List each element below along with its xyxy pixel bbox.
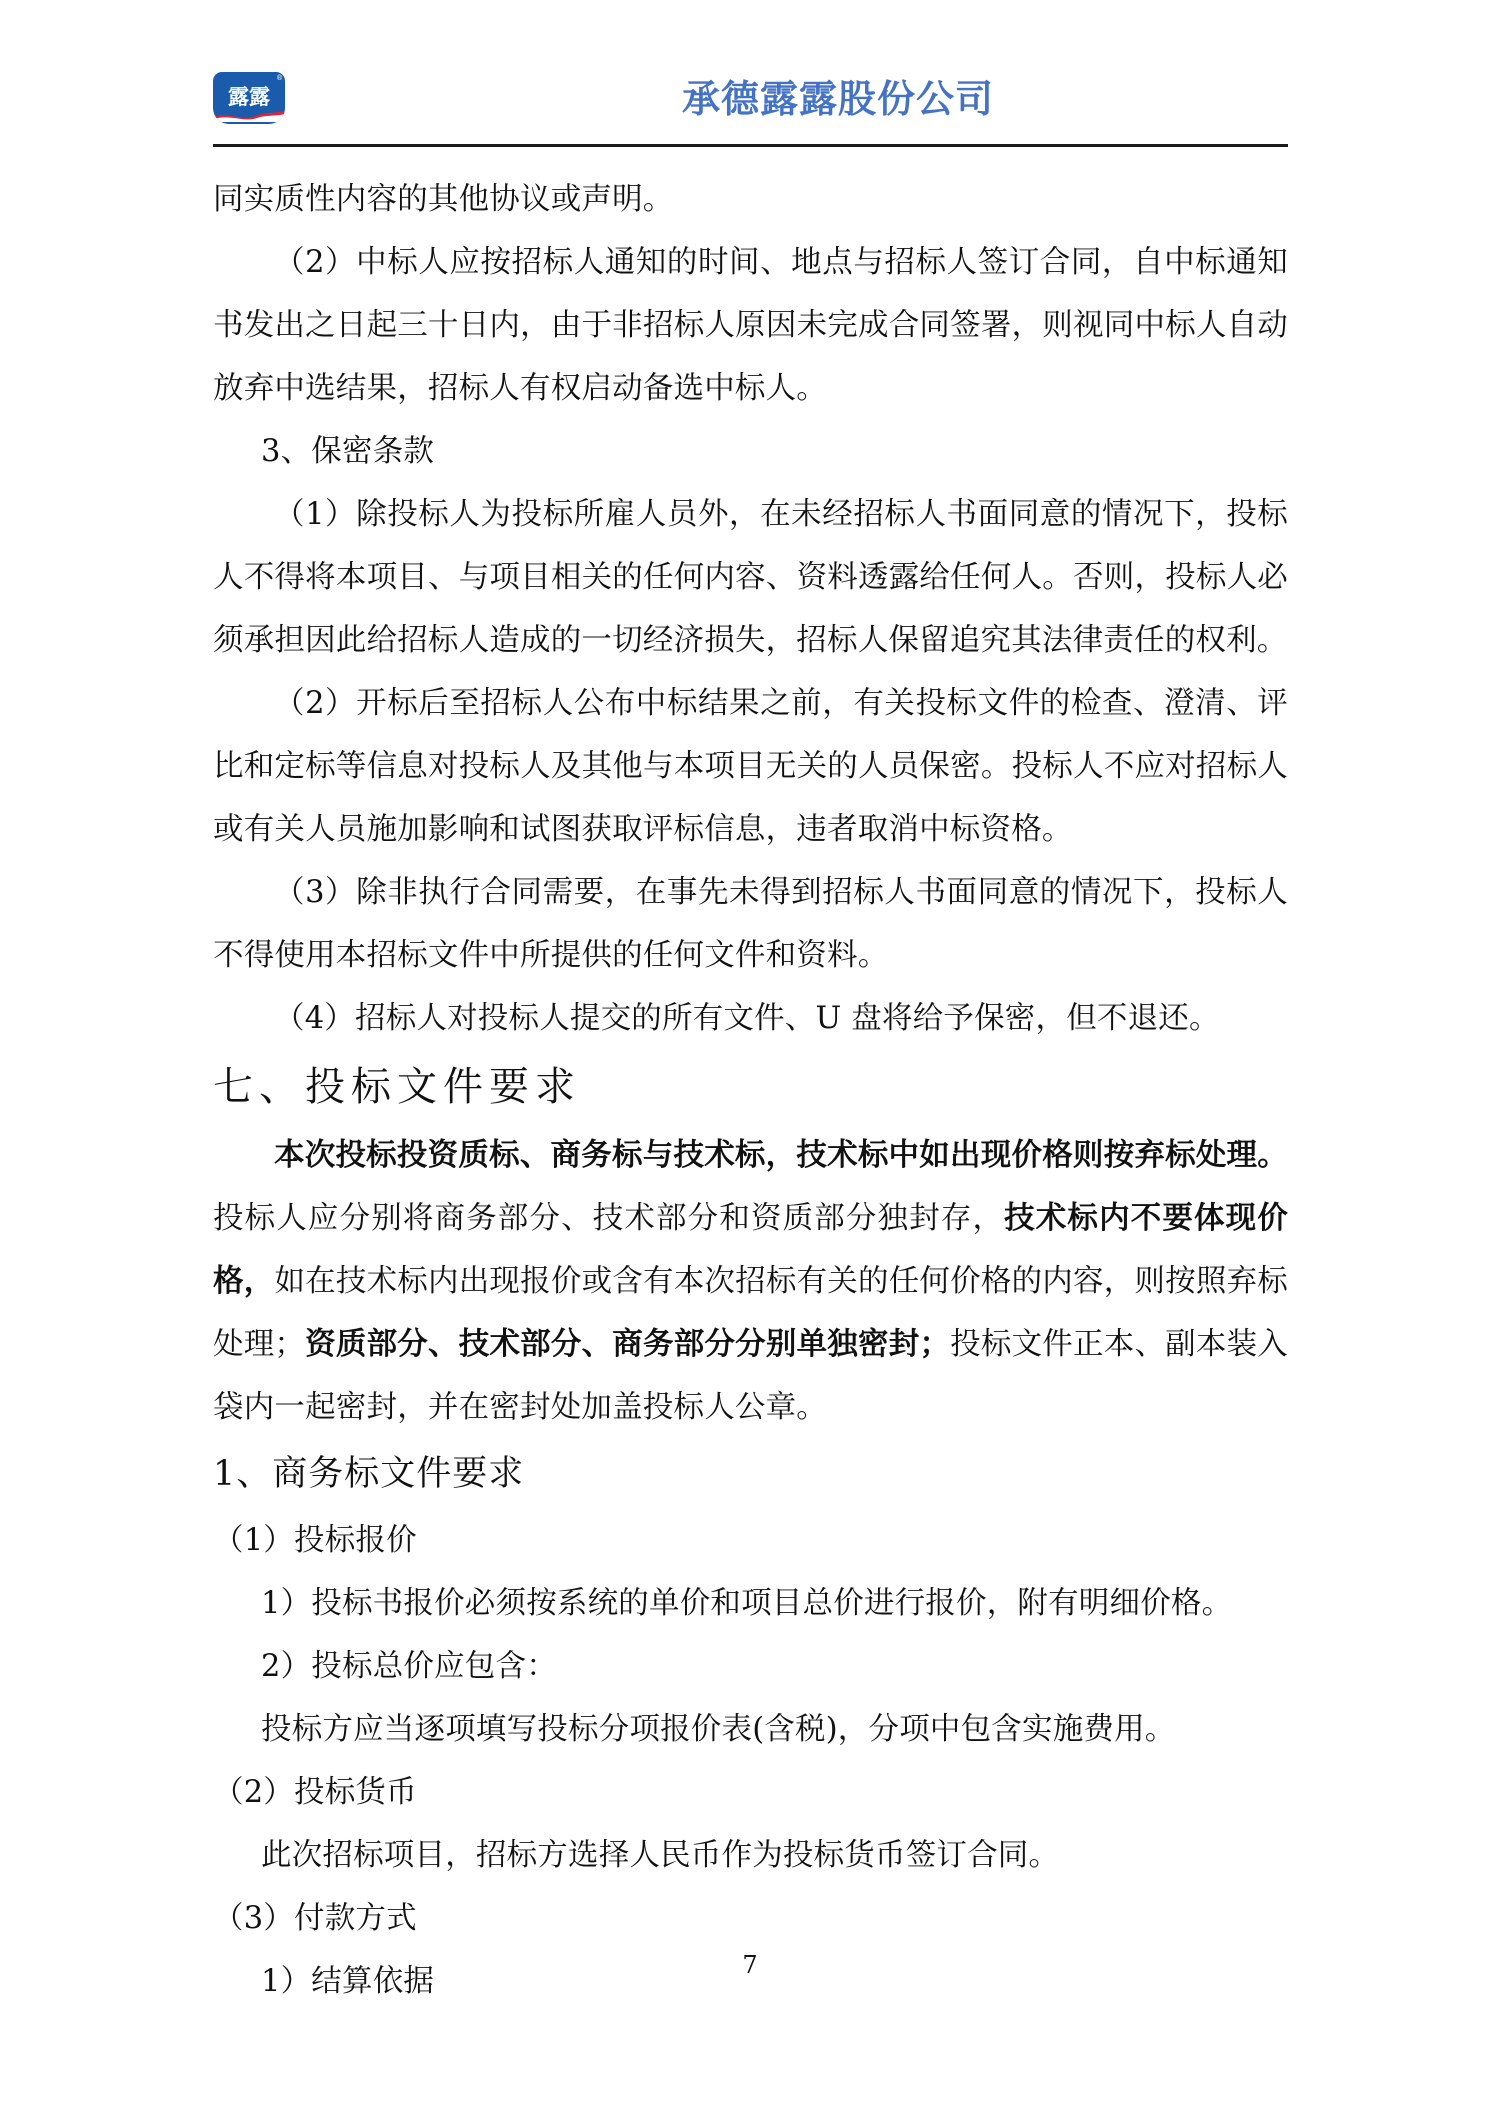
logo-wave-icon <box>213 108 285 122</box>
paragraph-confidentiality-4: （4）招标人对投标人提交的所有文件、U 盘将给予保密，但不退还。 <box>274 1001 1220 1036</box>
document-body <box>213 168 1288 2013</box>
section-title-bid-document-requirements: 七、投标文件要求 <box>213 1064 581 1110</box>
logo-characters: 露露 <box>228 83 270 109</box>
item-bid-price-title: （1）投标报价 <box>213 1523 417 1558</box>
bid-requirements-part1: 投标人应分别将商务部分、技术部分和资质部分独封存， <box>213 1201 1005 1236</box>
paragraph-confidentiality-2: （2）开标后至招标人公布中标结果之前，有关投标文件的检查、澄清、评比和定标等信息对投标人及其他与本项目无关的人员保密。投标人不应对招标人或有关人员施加影响和试图获取评标信息，违者取消中标资格。 <box>213 686 1288 847</box>
subsection-title-commercial-bid: 1、商务标文件要求 <box>213 1454 525 1494</box>
paragraph-continuation: 同实质性内容的其他协议或声明。 <box>213 182 674 217</box>
item-bid-price-sub-1: 1）投标书报价必须按系统的单价和项目总价进行报价，附有明细价格。 <box>261 1586 1233 1621</box>
bid-requirements-part4: 投标文件正本、副本装入袋内一起密封，并在密封处加盖投标人公章。 <box>213 1327 1288 1425</box>
bid-requirements-part3-bold: 资质部分、技术部分、商务部分分别单独密封； <box>305 1326 951 1362</box>
paragraph-confidentiality-3: （3）除非执行合同需要，在事先未得到招标人书面同意的情况下，投标人不得使用本招标文件中所提供的任何文件和资料。 <box>213 875 1288 973</box>
page-footer <box>0 1950 1500 1980</box>
paragraph-contract-signing: （2）中标人应按招标人通知的时间、地点与招标人签订合同，自中标通知书发出之日起三十日内，由于非招标人原因未完成合同签署，则视同中标人自动放弃中选结果，招标人有权启动备选中标人。 <box>213 245 1288 406</box>
item-bid-currency-title: （2）投标货币 <box>213 1775 417 1810</box>
registered-mark-icon: ® <box>276 74 283 82</box>
item-bid-price-sub-2: 2）投标总价应包含： <box>261 1649 557 1684</box>
heading-confidentiality-clause: 3、保密条款 <box>261 434 435 469</box>
company-logo <box>213 72 285 134</box>
paragraph-bid-requirements <box>213 1124 1288 1439</box>
header-content <box>213 72 1288 140</box>
item-payment-method-title: （3）付款方式 <box>213 1901 417 1936</box>
logo-badge <box>213 72 285 124</box>
header-company-title: 承德露露股份公司 <box>681 77 994 121</box>
bid-requirements-part2: 如在技术标内出现报价或含有本次招标有关的任何价格的内容，则按照弃标处理； <box>213 1264 1288 1362</box>
page-header <box>0 0 1500 160</box>
item-bid-currency-body: 此次招标项目，招标方选择人民币作为投标货币签订合同。 <box>261 1838 1060 1873</box>
item-bid-price-sub-2-body: 投标方应当逐项填写投标分项报价表(含税)，分项中包含实施费用。 <box>261 1712 1176 1747</box>
header-divider <box>213 144 1288 147</box>
bid-requirements-part1-bold: 技术标内不要体现价格， <box>213 1200 1289 1299</box>
item-payment-method-sub-1: 1）结算依据 <box>261 1964 435 1999</box>
paragraph-confidentiality-1: （1）除投标人为投标所雇人员外，在未经招标人书面同意的情况下，投标人不得将本项目、与项目相关的任何内容、资料透露给任何人。否则，投标人必须承担因此给招标人造成的一切经济损失，招标人保留追究其法律责任的权利。 <box>213 497 1288 658</box>
bid-requirements-lead: 本次投标投资质标、商务标与技术标，技术标中如出现价格则按弃标处理。 <box>274 1137 1288 1173</box>
page-number: 7 <box>742 1951 758 1979</box>
